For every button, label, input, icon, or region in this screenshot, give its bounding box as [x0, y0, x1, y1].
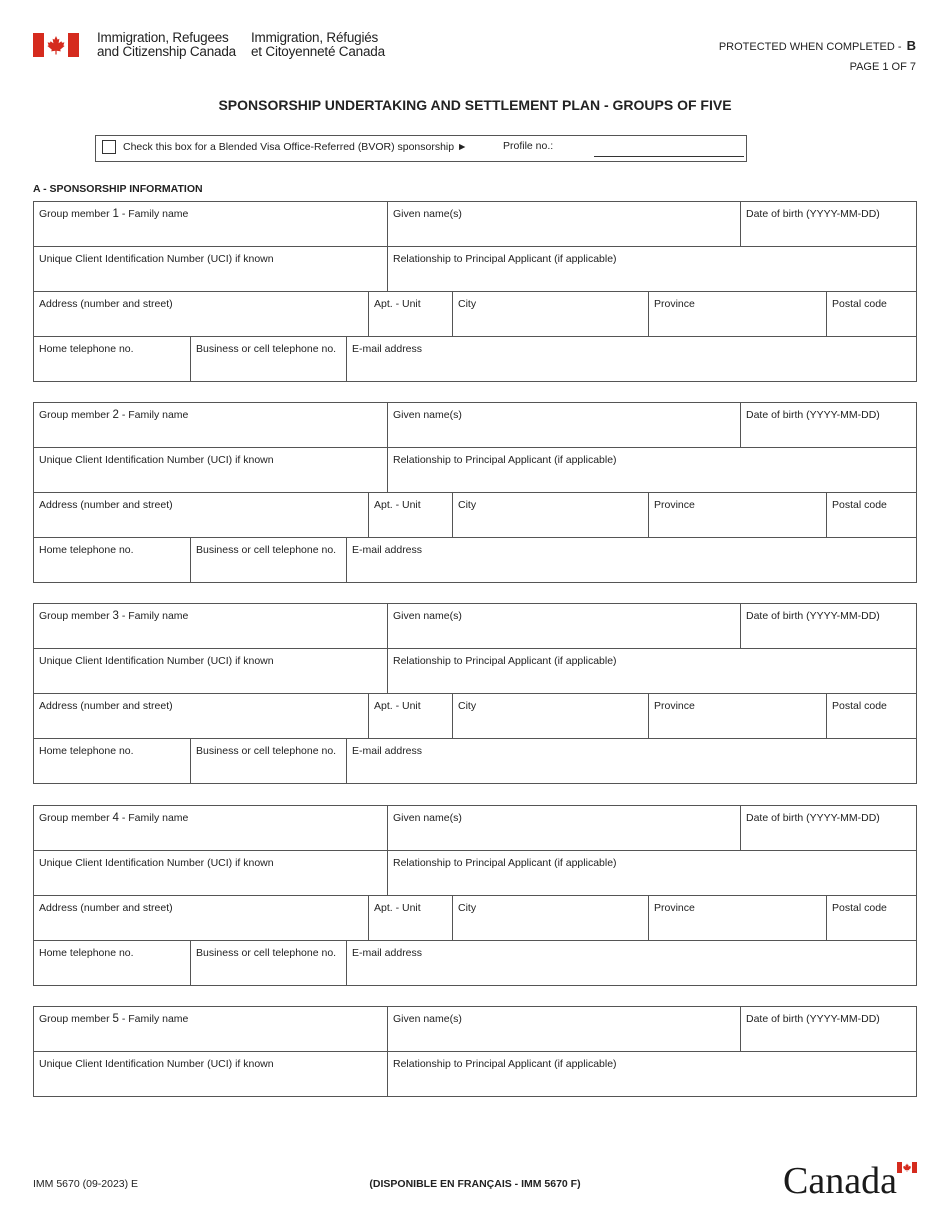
address-label: Address (number and street) — [39, 499, 173, 511]
member-1-business-phone-field[interactable] — [190, 336, 346, 382]
province-label: Province — [654, 499, 695, 511]
member-1-apt-field[interactable] — [368, 291, 452, 336]
home-phone-label: Home telephone no. — [39, 544, 134, 556]
member-2-given-names-field[interactable] — [387, 402, 740, 447]
dob-label: Date of birth (YYYY-MM-DD) — [746, 812, 880, 824]
apt-label: Apt. - Unit — [374, 499, 421, 511]
postal-label: Postal code — [832, 499, 887, 511]
member-4-family-name-field[interactable] — [33, 805, 387, 850]
group-member-prefix: Group member — [39, 812, 110, 824]
member-4-apt-field[interactable] — [368, 895, 452, 940]
page-number: PAGE 1 OF 7 — [849, 61, 916, 73]
member-2-home-phone-field[interactable] — [33, 537, 190, 583]
member-3-business-phone-field[interactable] — [190, 738, 346, 784]
member-4-home-phone-field[interactable] — [33, 940, 190, 986]
member-1-home-phone-field[interactable] — [33, 336, 190, 382]
member-2-dob-field[interactable] — [740, 402, 917, 447]
profile-number-field[interactable] — [594, 156, 744, 157]
family-name-label: - Family name — [121, 812, 189, 824]
member-2-province-field[interactable] — [648, 492, 826, 537]
bvor-checkbox[interactable] — [102, 140, 116, 154]
relationship-label: Relationship to Principal Applicant (if applicable) — [393, 1058, 617, 1070]
member-4-given-names-field[interactable] — [387, 805, 740, 850]
city-label: City — [458, 499, 477, 511]
member-2-uci-field[interactable] — [33, 447, 387, 492]
member-3-province-field[interactable] — [648, 693, 826, 738]
member-3-home-phone-field[interactable] — [33, 738, 190, 784]
family-name-label: - Family name — [121, 610, 189, 622]
uci-label: Unique Client Identification Number (UCI) if known — [39, 1058, 274, 1070]
business-phone-label: Business or cell telephone no. — [196, 947, 337, 959]
province-label: Province — [654, 902, 695, 914]
given-names-label: Given name(s) — [393, 409, 462, 421]
dept-fr-line2: et Citoyenneté Canada — [251, 44, 385, 59]
given-names-label: Given name(s) — [393, 1013, 462, 1025]
family-name-label: - Family name — [121, 208, 189, 220]
member-4-postal-field[interactable] — [826, 895, 917, 940]
uci-label: Unique Client Identification Number (UCI) if known — [39, 857, 274, 869]
dob-label: Date of birth (YYYY-MM-DD) — [746, 208, 880, 220]
group-member-prefix: Group member — [39, 208, 110, 220]
group-member-number: 5 — [112, 1013, 119, 1025]
department-name-fr — [251, 31, 385, 59]
canada-wordmark-icon — [783, 1160, 917, 1196]
member-3-relationship-field[interactable] — [387, 648, 917, 693]
member-5-family-name-field[interactable] — [33, 1006, 387, 1051]
given-names-label: Given name(s) — [393, 610, 462, 622]
member-1-city-field[interactable] — [452, 291, 648, 336]
given-names-label: Given name(s) — [393, 208, 462, 220]
member-4-dob-field[interactable] — [740, 805, 917, 850]
group-member-number: 1 — [112, 208, 119, 220]
wordmark-text: Canada — [783, 1160, 897, 1196]
business-phone-label: Business or cell telephone no. — [196, 544, 337, 556]
protected-class: B — [906, 38, 916, 53]
home-phone-label: Home telephone no. — [39, 343, 134, 355]
member-4-relationship-field[interactable] — [387, 850, 917, 895]
dob-label: Date of birth (YYYY-MM-DD) — [746, 1013, 880, 1025]
family-name-label: - Family name — [121, 409, 189, 421]
member-1-email-field[interactable] — [346, 336, 917, 382]
protected-label: PROTECTED WHEN COMPLETED - — [718, 41, 902, 53]
member-2-address-field[interactable] — [33, 492, 368, 537]
member-4-province-field[interactable] — [648, 895, 826, 940]
uci-label: Unique Client Identification Number (UCI) if known — [39, 655, 274, 667]
dob-label: Date of birth (YYYY-MM-DD) — [746, 409, 880, 421]
department-name-en — [97, 31, 236, 59]
address-label: Address (number and street) — [39, 902, 173, 914]
member-1-dob-field[interactable] — [740, 201, 917, 246]
apt-label: Apt. - Unit — [374, 298, 421, 310]
province-label: Province — [654, 298, 695, 310]
member-2-family-name-field[interactable] — [33, 402, 387, 447]
member-3-given-names-field[interactable] — [387, 603, 740, 648]
dept-en-line1: Immigration, Refugees — [97, 30, 229, 45]
home-phone-label: Home telephone no. — [39, 745, 134, 757]
group-member-number: 3 — [112, 610, 119, 622]
canada-flag-icon — [33, 33, 79, 57]
email-label: E-mail address — [352, 947, 423, 959]
member-3-city-field[interactable] — [452, 693, 648, 738]
member-1-province-field[interactable] — [648, 291, 826, 336]
member-4-uci-field[interactable] — [33, 850, 387, 895]
member-3-family-name-field[interactable] — [33, 603, 387, 648]
relationship-label: Relationship to Principal Applicant (if applicable) — [393, 857, 617, 869]
member-3-dob-field[interactable] — [740, 603, 917, 648]
member-2-apt-field[interactable] — [368, 492, 452, 537]
section-a-title: A - SPONSORSHIP INFORMATION — [33, 183, 203, 195]
city-label: City — [458, 298, 477, 310]
member-3-apt-field[interactable] — [368, 693, 452, 738]
business-phone-label: Business or cell telephone no. — [196, 745, 337, 757]
email-label: E-mail address — [352, 745, 423, 757]
email-label: E-mail address — [352, 544, 423, 556]
dept-fr-line1: Immigration, Réfugiés — [251, 30, 379, 45]
group-member-prefix: Group member — [39, 610, 110, 622]
member-1-uci-field[interactable] — [33, 246, 387, 291]
member-3-postal-field[interactable] — [826, 693, 917, 738]
profile-number-label: Profile no.: — [503, 140, 554, 152]
member-5-uci-field[interactable] — [33, 1051, 387, 1097]
group-member-prefix: Group member — [39, 409, 110, 421]
province-label: Province — [654, 700, 695, 712]
member-3-email-field[interactable] — [346, 738, 917, 784]
home-phone-label: Home telephone no. — [39, 947, 134, 959]
bvor-checkbox-label: Check this box for a Blended Visa Office-Referred (BVOR) sponsorship ► — [123, 141, 468, 153]
uci-label: Unique Client Identification Number (UCI) if known — [39, 253, 274, 265]
group-member-number: 4 — [112, 812, 119, 824]
uci-label: Unique Client Identification Number (UCI) if known — [39, 454, 274, 466]
email-label: E-mail address — [352, 343, 423, 355]
business-phone-label: Business or cell telephone no. — [196, 343, 337, 355]
member-4-city-field[interactable] — [452, 895, 648, 940]
member-1-family-name-field[interactable] — [33, 201, 387, 246]
french-availability-note: (DISPONIBLE EN FRANÇAIS - IMM 5670 F) — [369, 1178, 581, 1190]
member-2-postal-field[interactable] — [826, 492, 917, 537]
city-label: City — [458, 700, 477, 712]
postal-label: Postal code — [832, 700, 887, 712]
relationship-label: Relationship to Principal Applicant (if applicable) — [393, 655, 617, 667]
member-3-uci-field[interactable] — [33, 648, 387, 693]
group-member-number: 2 — [112, 409, 119, 421]
postal-label: Postal code — [832, 902, 887, 914]
member-2-business-phone-field[interactable] — [190, 537, 346, 583]
member-2-email-field[interactable] — [346, 537, 917, 583]
family-name-label: - Family name — [121, 1013, 189, 1025]
group-member-prefix: Group member — [39, 1013, 110, 1025]
member-1-relationship-field[interactable] — [387, 246, 917, 291]
apt-label: Apt. - Unit — [374, 700, 421, 712]
dob-label: Date of birth (YYYY-MM-DD) — [746, 610, 880, 622]
member-4-address-field[interactable] — [33, 895, 368, 940]
member-5-relationship-field[interactable] — [387, 1051, 917, 1097]
city-label: City — [458, 902, 477, 914]
postal-label: Postal code — [832, 298, 887, 310]
form-code: IMM 5670 (09-2023) E — [33, 1178, 139, 1190]
address-label: Address (number and street) — [39, 700, 173, 712]
member-2-relationship-field[interactable] — [387, 447, 917, 492]
dept-en-line2: and Citizenship Canada — [97, 44, 236, 59]
member-1-postal-field[interactable] — [826, 291, 917, 336]
member-4-email-field[interactable] — [346, 940, 917, 986]
member-1-given-names-field[interactable] — [387, 201, 740, 246]
relationship-label: Relationship to Principal Applicant (if applicable) — [393, 253, 617, 265]
member-5-given-names-field[interactable] — [387, 1006, 740, 1051]
member-2-city-field[interactable] — [452, 492, 648, 537]
member-1-address-field[interactable] — [33, 291, 368, 336]
member-4-business-phone-field[interactable] — [190, 940, 346, 986]
relationship-label: Relationship to Principal Applicant (if applicable) — [393, 454, 617, 466]
address-label: Address (number and street) — [39, 298, 173, 310]
protected-marking — [719, 38, 916, 53]
member-5-dob-field[interactable] — [740, 1006, 917, 1051]
member-3-address-field[interactable] — [33, 693, 368, 738]
form-title: SPONSORSHIP UNDERTAKING AND SETTLEMENT PLAN - GROUPS OF FIVE — [218, 97, 732, 113]
given-names-label: Given name(s) — [393, 812, 462, 824]
apt-label: Apt. - Unit — [374, 902, 421, 914]
